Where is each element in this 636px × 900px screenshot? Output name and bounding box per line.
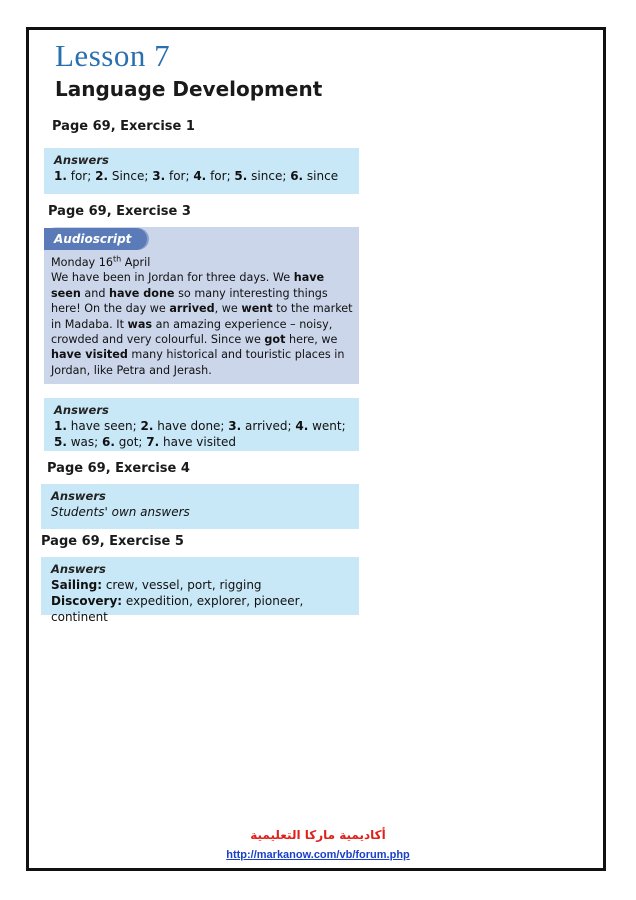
exercise-5-heading: Page 69, Exercise 5 <box>41 534 184 549</box>
audioscript-text-run: an amazing experience – noisy, crowded and very colourful. Since we <box>51 317 333 347</box>
answer-value: for; <box>165 169 194 183</box>
answer-value: Since; <box>108 169 153 183</box>
answer-number: 3. <box>152 169 166 183</box>
audioscript-text-run: , we <box>214 302 242 316</box>
answers-label: Answers <box>54 153 109 167</box>
exercise-4-answer: Students' own answers <box>51 505 190 519</box>
answer-line <box>54 434 359 450</box>
highlighted-verb: went <box>241 302 273 316</box>
answer-number: 1. <box>54 419 67 433</box>
category-label: Discovery: <box>51 594 123 608</box>
answers-label: Answers <box>54 403 109 417</box>
answer-number: 3. <box>228 419 242 433</box>
answer-number: 2. <box>95 169 109 183</box>
answers-label: Answers <box>51 562 106 576</box>
answer-number: 1. <box>54 169 67 183</box>
answer-number: 4. <box>295 419 309 433</box>
answer-value: since; <box>247 169 291 183</box>
answer-number: 5. <box>234 169 248 183</box>
category-words: crew, vessel, port, rigging <box>102 578 262 592</box>
audioscript-text-run: so many interesting things here! On the day we <box>51 286 328 316</box>
audioscript-text-run: to the market in Madaba. It <box>51 302 353 331</box>
category-label: Sailing: <box>51 578 103 592</box>
answer-number: 6. <box>290 169 304 183</box>
answer-value: was; <box>66 435 103 449</box>
audioscript-text-run: many historical and touristic places in Jordan, like Petra and Jerash. <box>51 348 345 377</box>
answer-value: have visited <box>159 435 237 449</box>
answer-line <box>51 593 359 625</box>
footer-link[interactable]: http://markanow.com/vb/forum.php <box>226 849 410 861</box>
answer-number: 2. <box>140 419 154 433</box>
answer-value: since <box>303 169 339 183</box>
answers-label: Answers <box>51 489 106 503</box>
lesson-title: Lesson 7 <box>55 38 171 73</box>
exercise-3-answers <box>54 418 359 450</box>
exercise-3-heading: Page 69, Exercise 3 <box>48 204 191 219</box>
answer-number: 7. <box>146 435 160 449</box>
audioscript-text <box>51 255 356 378</box>
audioscript-date: Monday 16th April <box>51 254 151 269</box>
highlighted-verb: got <box>264 333 286 347</box>
answer-value: arrived; <box>241 419 296 433</box>
highlighted-verb: have seen <box>51 271 325 300</box>
exercise-5-answers-box <box>41 557 359 624</box>
category-words: expedition, explorer, pioneer, continent <box>51 594 304 624</box>
exercise-1-answers <box>54 168 359 184</box>
highlighted-verb: have visited <box>51 348 128 362</box>
page-subtitle: Language Development <box>55 77 323 101</box>
answer-value: got; <box>114 435 147 449</box>
exercise-1-heading: Page 69, Exercise 1 <box>52 119 195 134</box>
answer-line <box>51 577 359 593</box>
audioscript-body <box>51 270 356 378</box>
exercise-3-answers-box <box>44 398 359 451</box>
audioscript-text-run: We have been in Jordan for three days. We <box>51 271 294 285</box>
answer-number: 6. <box>102 435 115 449</box>
answer-value: for; <box>206 169 235 183</box>
exercise-5-answers <box>51 577 359 625</box>
answer-value: have seen; <box>66 419 141 433</box>
highlighted-verb: arrived <box>169 302 215 316</box>
exercise-1-answers-box <box>44 148 359 194</box>
answer-value: for; <box>66 169 96 183</box>
answer-number: 4. <box>193 169 207 183</box>
highlighted-verb: was <box>127 317 153 331</box>
answer-value: have done; <box>153 419 229 433</box>
highlighted-verb: have done <box>108 286 175 300</box>
audioscript-label: Audioscript <box>44 228 147 250</box>
answer-number: 5. <box>54 435 67 449</box>
exercise-4-heading: Page 69, Exercise 4 <box>47 461 190 476</box>
footer-academy-name: أكاديمية ماركا التعليمية <box>250 828 386 842</box>
audioscript-text-run: and <box>80 286 109 300</box>
answer-line <box>54 418 359 434</box>
answer-value: went; <box>308 419 346 433</box>
audioscript-text-run: here, we <box>285 333 338 347</box>
exercise-4-answers-box <box>41 484 359 529</box>
